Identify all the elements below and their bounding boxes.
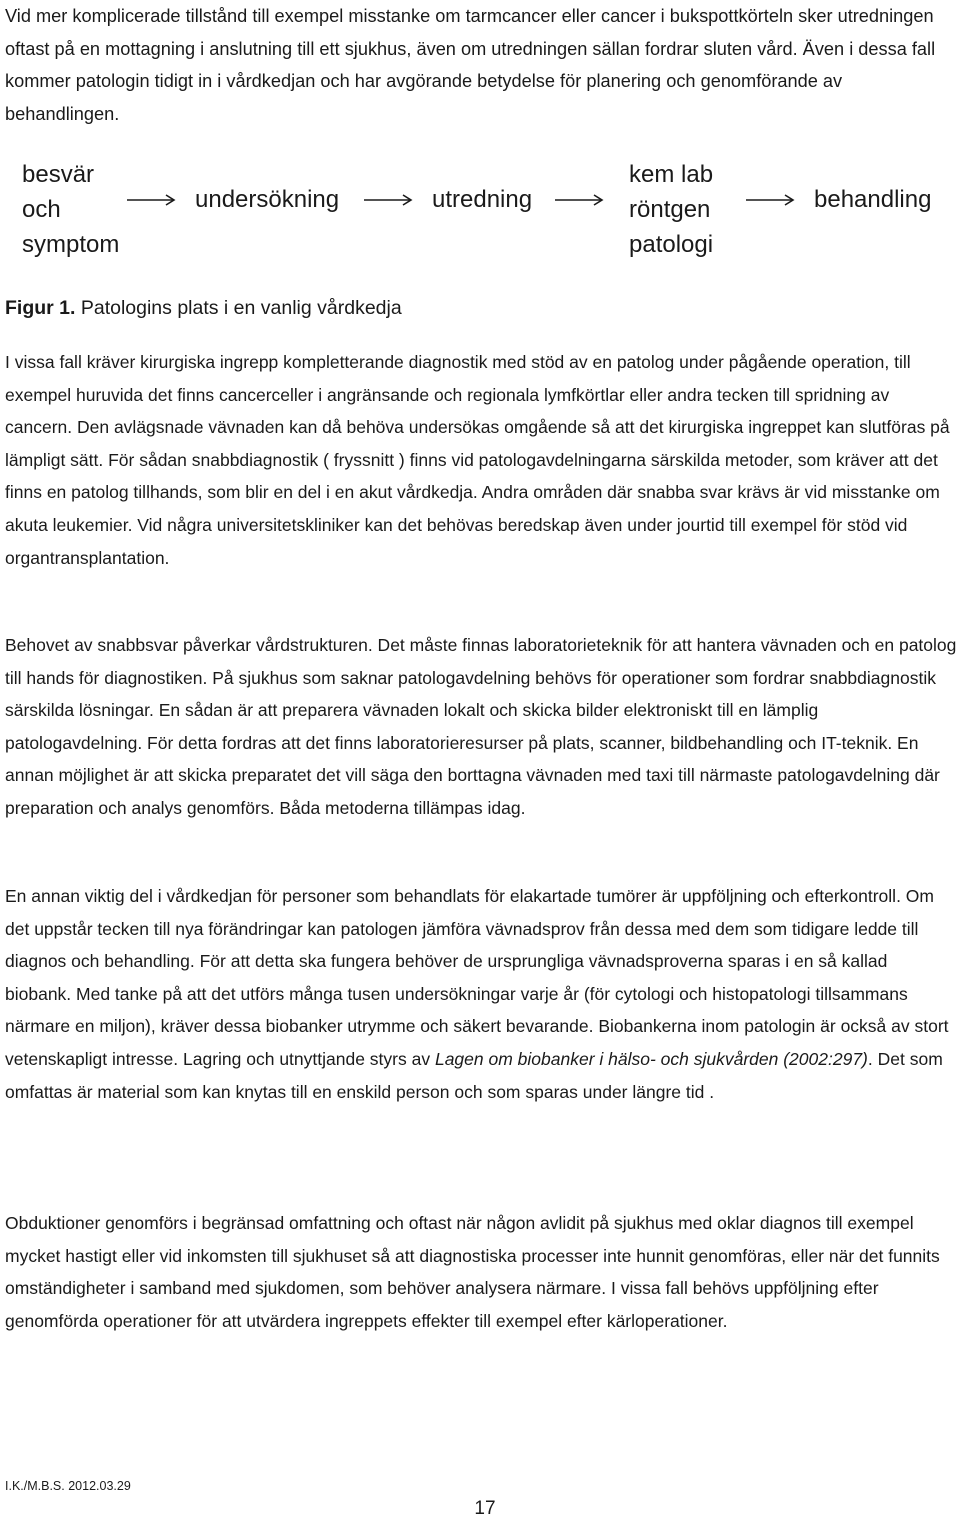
flow-step-examination: undersökning — [195, 186, 340, 213]
flow-step-diagnostics-line: patologi — [629, 231, 714, 258]
arrow-1-icon — [127, 195, 174, 205]
arrow-3-icon — [555, 195, 602, 205]
flow-step-diagnostics-line: kem lab — [629, 161, 714, 188]
footer-initials: I.K./M.B.S. 2012.03.29 — [5, 1479, 131, 1493]
law-reference: Lagen om biobanker i hälso- och sjukvården (2002:297) — [434, 1048, 868, 1069]
figure-label: Figur 1. — [5, 297, 76, 319]
flow-step-symptoms-line: och — [22, 196, 61, 223]
paragraph: Obduktioner genomförs i begränsad omfattning och oftast när någon avlidit på sjukhus med oklar diagnos till exempel mycket hastigt eller vid inkomsten till sjukhuset så att diagnostiska processer inte hunnit genomföras, eller när det funnits omständigheter i samband med sjukdomen, som behöver analysera närmare. I vissa fall behövs uppföljning efter genomförda operationer för att utvärdera ingreppets effekter till exempel efter kärloperationer. — [5, 1213, 940, 1331]
flow-step-symptoms-line: symptom — [22, 231, 120, 258]
paragraph-biobank — [5, 880, 957, 1108]
intro-paragraph: Vid mer komplicerade tillstånd till exempel misstanke om tarmcancer eller cancer i bukspottkörteln sker utredningen oftast på en mottagning i anslutning till ett sjukhus, även om utredningen sällan fordrar sluten vård. Även i dessa fall kommer patologin tidigt in i vårdkedjan och har avgörande betydelse för planering och genomförande av behandlingen. — [5, 6, 936, 124]
figure-caption — [5, 290, 402, 326]
paragraph-text: . Det som omfattas är material som kan knytas till en enskild person och som sparas under längre tid . — [5, 1048, 943, 1102]
flow-step-treatment: behandling — [814, 186, 932, 213]
paragraph-autopsy — [5, 1207, 957, 1337]
arrow-4-icon — [746, 195, 793, 205]
page-number: 17 — [474, 1498, 496, 1519]
flow-step-investigation: utredning — [432, 186, 533, 213]
flow-step-symptoms — [22, 157, 119, 262]
arrow-2-icon — [364, 195, 411, 205]
flow-step-diagnostics-line: röntgen — [629, 196, 711, 223]
paragraph: I vissa fall kräver kirurgiska ingrepp kompletterande diagnostik med stöd av en patolog under pågående operation, till exempel huruvida det finns cancerceller i angränsande och regionala lymfkörtlar eller andra tecken till spridning av cancern. Den avlägsnade vävnaden kan då behöva undersökas omgående så att det kirurgiska ingreppet kan slutföras på lämpligt sätt. För sådan snabbdiagnostik ( fryssnitt ) finns vid patologavdelningarna särskilda metoder, som kräver att det finns en patolog tillhands, som blir en del i en akut vårdkedja. Andra områden där snabba svar krävs är vid misstanke om akuta leukemier. Vid några universitetskliniker kan det behövas beredskap även under jourtid till exempel för stöd vid organtransplantation. — [5, 352, 950, 568]
paragraph: Behovet av snabbsvar påverkar vårdstrukturen. Det måste finnas laboratorieteknik för att hantera vävnaden och en patolog till hands för diagnostiken. På sjukhus som saknar patologavdelning behövs för operationer som fordrar snabbdiagnostik särskilda lösningar. En sådan är att preparera vävnaden lokalt och skicka bilder elektroniskt till en lämplig patologavdelning. För detta fordras att det finns laboratorieresurser på plats, scanner, bildbehandling och IT-teknik. En annan möjlighet är att skicka preparatet det vill säga den borttagna vävnaden med taxi till närmaste patologavdelning där preparation och analys genomförs. Båda metoderna tillämpas idag. — [5, 635, 957, 818]
paragraph — [5, 880, 957, 1108]
flow-step-diagnostics — [629, 157, 713, 262]
care-chain-diagram — [0, 155, 960, 270]
flow-step-symptoms-line: besvär — [22, 161, 95, 188]
figure-caption-text: Patologins plats i en vanlig vårdkedja — [75, 297, 402, 319]
paragraph-frozen-section — [5, 346, 957, 574]
paragraph-text: En annan viktig del i vårdkedjan för personer som behandlats för elakartade tumörer är uppföljning och efterkontroll. Om det uppstår tecken till nya förändringar kan patologen jämföra vävnadsprov från dessa med dem som tidigare ledde till diagnos och behandling. För att detta ska fungera behöver de ursprungliga vävnadsproverna sparas i en så kallad biobank. Med tanke på att det utförs många tusen undersökningar varje år (för cytologi och histopatologi tillsammans närmare en miljon), kräver dessa biobanker utrymme och säkert bevarande. Biobankerna inom patologin är också av stort vetenskapligt intresse. Lagring och utnyttjande styrs av — [5, 886, 949, 1069]
paragraph-rapid-response — [5, 629, 957, 825]
